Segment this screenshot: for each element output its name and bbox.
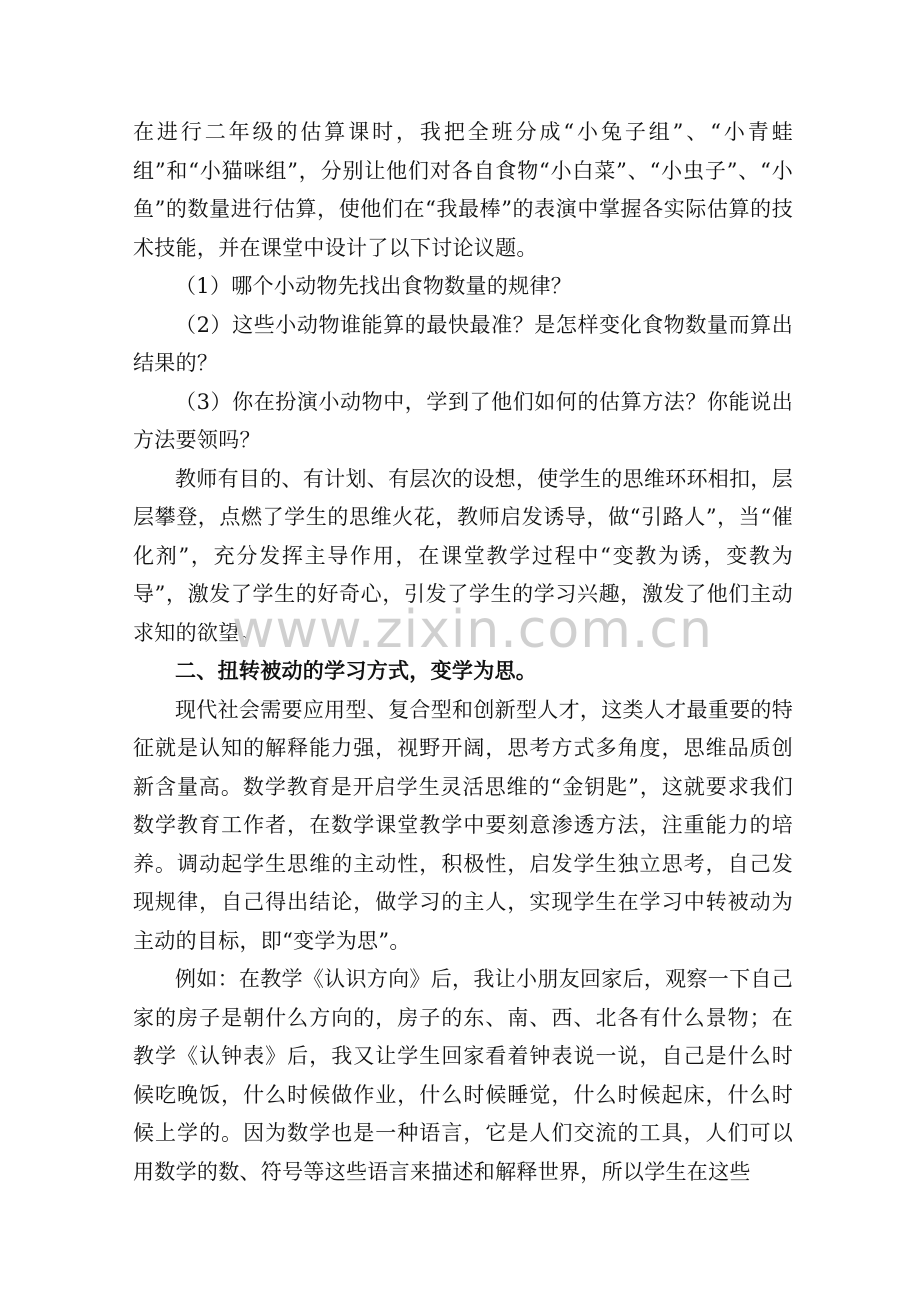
question-3: （3）你在扮演小动物中，学到了他们如何的估算方法？你能说出方法要领吗？ [133,389,793,452]
question-2: （2）这些小动物谁能算的最快最准？是怎样变化食物数量而算出结果的？ [133,312,793,375]
paragraph-teacher-guidance: 教师有目的、有计划、有层次的设想，使学生的思维环环相扣，层层攀登，点燃了学生的思维火花，教师启发诱导，做“引路人”，当“催化剂”，充分发挥主导作用，在课堂教学过程中“变教为诱，变教为导”，激发了学生的好奇心，引发了学生的学习兴趣，激发了他们主动求知的欲望。 [133,466,793,645]
watermark: www.zixin.com.cn [232,600,713,660]
section-heading: 二、扭转被动的学习方式，变学为思。 [175,658,538,683]
paragraph-example: 例如：在教学《认识方向》后，我让小朋友回家后，观察一下自己家的房子是朝什么方向的，房子的东、南、西、北各有什么景物；在教学《认钟表》后，我又让学生回家看着钟表说一说，自己是什么时候吃晚饭，什么时候做作业，什么时候睡觉，什么时候起床，什么时候上学的。因为数学也是一种语言，它是人们交流的工具，人们可以用数学的数、符号等这些语言来描述和解释世界，所以学生在这些 [133,967,793,1184]
paragraph-modern-society: 现代社会需要应用型、复合型和创新型人才，这类人才最重要的特征就是认知的解释能力强，视野开阔，思考方式多角度，思维品质创新含量高。数学教育是开启学生灵活思维的“金钥匙”，这就要求我们数学教育工作者，在数学课堂教学中要刻意渗透方法，注重能力的培养。调动起学生思维的主动性，积极性，启发学生独立思考，自己发现规律，自己得出结论，做学习的主人，实现学生在学习中转被动为主动的目标，即“变学为思”。 [133,697,793,953]
paragraph-intro: 在进行二年级的估算课时，我把全班分成“小兔子组”、“小青蛙组”和“小猫咪组”，分别让他们对各自食物“小白菜”、“小虫子”、“小鱼”的数量进行估算，使他们在“我最棒”的表演中掌握各实际估算的技术技能，并在课堂中设计了以下讨论议题。 [133,120,793,260]
document-body [133,113,793,1191]
question-1: （1）哪个小动物先找出食物数量的规律？ [175,274,573,298]
